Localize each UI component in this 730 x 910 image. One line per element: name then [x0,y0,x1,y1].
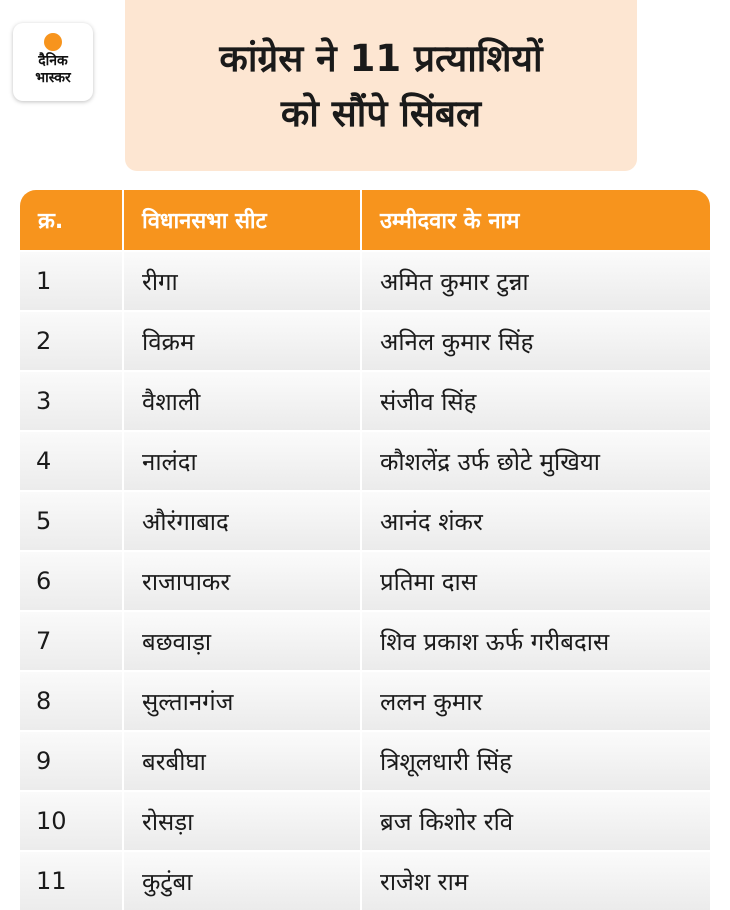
cell-candidate: शिव प्रकाश ऊर्फ गरीबदास [362,610,710,670]
cell-seat: बरबीघा [124,730,362,790]
table-row [20,250,710,310]
logo-line1: दैनिक [38,53,68,69]
cell-seat: विक्रम [124,310,362,370]
table-row [20,850,710,910]
cell-serial: 2 [20,310,124,370]
cell-seat: नालंदा [124,430,362,490]
table-body [20,250,710,910]
table-row [20,730,710,790]
cell-seat: औरंगाबाद [124,490,362,550]
candidates-table [20,190,710,910]
table-header-row [20,190,710,250]
cell-candidate: आनंद शंकर [362,490,710,550]
cell-seat: रोसड़ा [124,790,362,850]
cell-serial: 5 [20,490,124,550]
cell-seat: सुल्तानगंज [124,670,362,730]
cell-serial: 9 [20,730,124,790]
table-row [20,790,710,850]
cell-candidate: संजीव सिंह [362,370,710,430]
table-row [20,550,710,610]
table-row [20,670,710,730]
header-candidate: उम्मीदवार के नाम [362,190,710,250]
cell-seat: वैशाली [124,370,362,430]
cell-serial: 6 [20,550,124,610]
table-row [20,310,710,370]
logo-line2: भास्कर [35,70,71,86]
page-title [219,31,542,141]
cell-serial: 11 [20,850,124,910]
cell-candidate: त्रिशूलधारी सिंह [362,730,710,790]
cell-candidate: राजेश राम [362,850,710,910]
cell-candidate: कौशलेंद्र उर्फ छोटे मुखिया [362,430,710,490]
cell-candidate: प्रतिमा दास [362,550,710,610]
cell-seat: बछवाड़ा [124,610,362,670]
table-row [20,430,710,490]
cell-candidate: अमित कुमार टुन्ना [362,250,710,310]
header-seat: विधानसभा सीट [124,190,362,250]
title-line1: कांग्रेस ने 11 प्रत्याशियों [219,36,543,80]
cell-candidate: ललन कुमार [362,670,710,730]
cell-candidate: ब्रज किशोर रवि [362,790,710,850]
title-box [125,0,637,171]
table-row [20,490,710,550]
cell-serial: 3 [20,370,124,430]
cell-seat: कुटुंबा [124,850,362,910]
cell-seat: रीगा [124,250,362,310]
cell-serial: 4 [20,430,124,490]
cell-serial: 8 [20,670,124,730]
logo-text [13,53,93,87]
cell-serial: 1 [20,250,124,310]
sun-icon [44,33,62,51]
cell-serial: 7 [20,610,124,670]
table-row [20,370,710,430]
title-line2: को सौंपे सिंबल [280,91,482,135]
table-row [20,610,710,670]
dainik-bhaskar-logo [13,23,93,101]
cell-seat: राजापाकर [124,550,362,610]
cell-serial: 10 [20,790,124,850]
header-serial: क्र. [20,190,124,250]
cell-candidate: अनिल कुमार सिंह [362,310,710,370]
